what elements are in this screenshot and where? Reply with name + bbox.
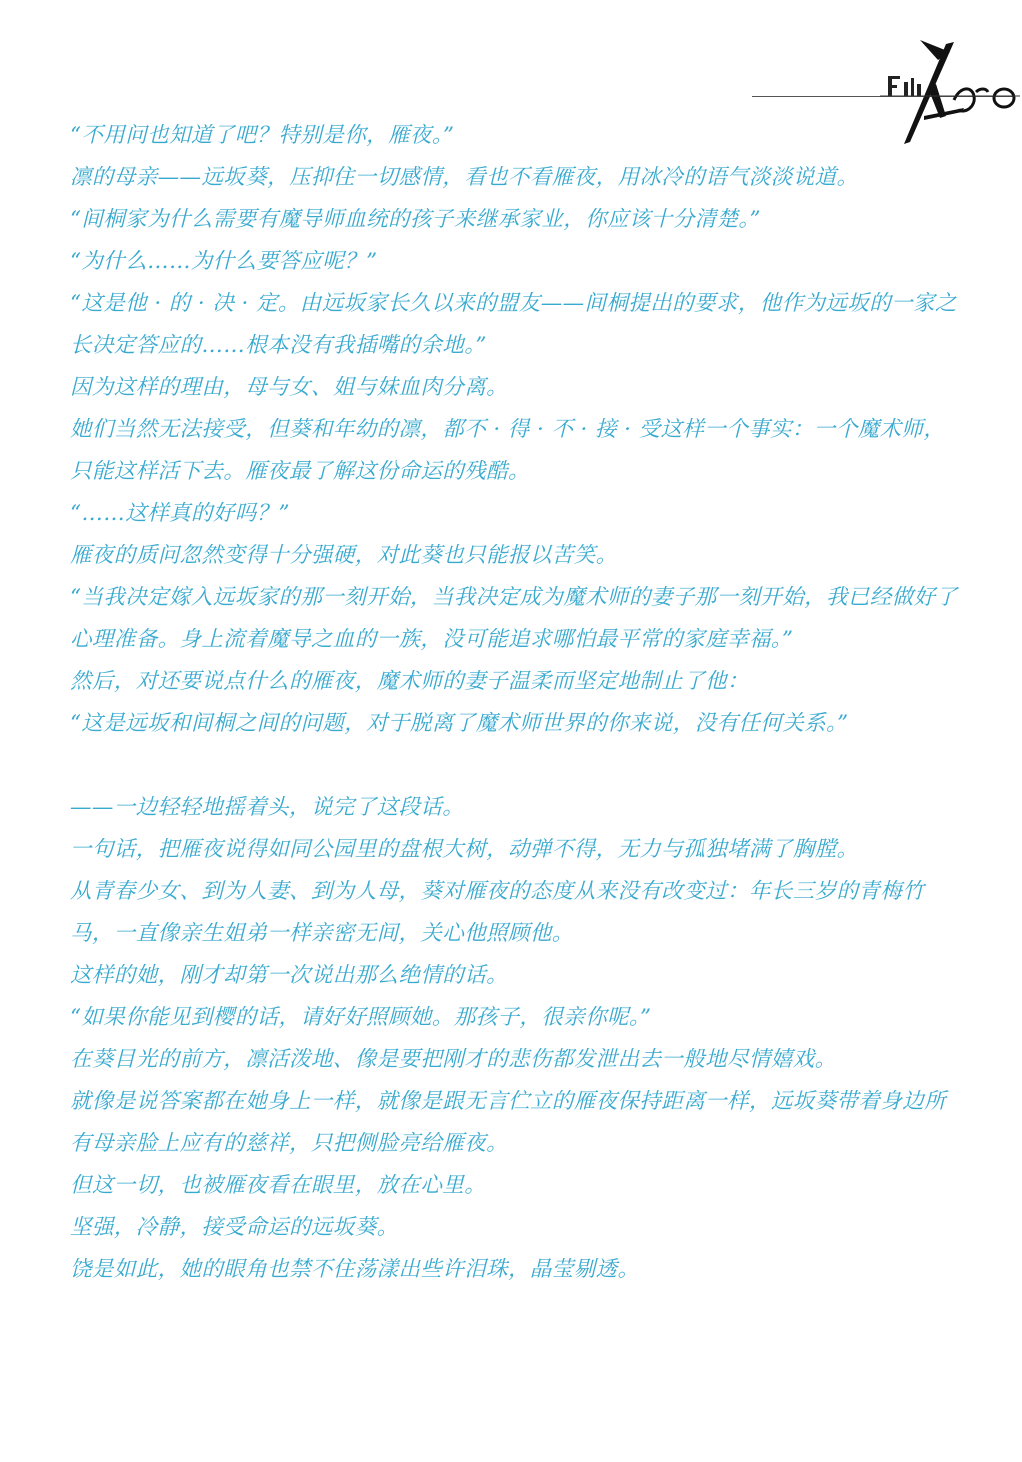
paragraph: “这是他 · 的 · 决 · 定。由远坂家长久以来的盟友——间桐提出的要求，他作为远坂的一家之长决定答应的……根本没有我插嘴的余地。” <box>70 291 957 358</box>
paragraph: “这是远坂和间桐之间的问题，对于脱离了魔术师世界的你来说，没有任何关系。” <box>70 711 849 736</box>
section-break <box>70 745 960 787</box>
paragraph: 一句话，把雁夜说得如同公园里的盘根大树，动弹不得，无力与孤独堵满了胸膛。 <box>70 837 859 862</box>
paragraph: 饶是如此，她的眼角也禁不住荡漾出些许泪珠，晶莹剔透。 <box>70 1257 640 1282</box>
paragraph: “间桐家为什么需要有魔导师血统的孩子来继承家业，你应该十分清楚。” <box>70 207 761 232</box>
paragraph: 就像是说答案都在她身上一样，就像是跟无言伫立的雁夜保持距离一样，远坂葵带着身边所有母亲脸上应有的慈祥，只把侧脸亮给雁夜。 <box>70 1089 947 1156</box>
paragraph: 这样的她，刚才却第一次说出那么绝情的话。 <box>70 963 509 988</box>
paragraph: “……这样真的好吗？” <box>70 501 290 526</box>
paragraph: “当我决定嫁入远坂家的那一刻开始，当我决定成为魔术师的妻子那一刻开始，我已经做好了心理准备。身上流着魔导之血的一族，没可能追求哪怕最平常的家庭幸福。” <box>70 585 958 652</box>
paragraph: 坚强，冷静，接受命运的远坂葵。 <box>70 1215 399 1240</box>
paragraph: “为什么……为什么要答应呢？” <box>70 249 378 274</box>
paragraph: 雁夜的质问忽然变得十分强硬，对此葵也只能报以苦笑。 <box>70 543 618 568</box>
paragraph: 从青春少女、到为人妻、到为人母，葵对雁夜的态度从来没有改变过：年长三岁的青梅竹马，一直像亲生姐弟一样亲密无间，关心他照顾他。 <box>70 879 925 946</box>
paragraph: ——一边轻轻地摇着头，说完了这段话。 <box>70 795 465 820</box>
novel-page-text <box>70 115 960 1291</box>
paragraph: 因为这样的理由，母与女、姐与妹血肉分离。 <box>70 375 509 400</box>
paragraph: 她们当然无法接受，但葵和年幼的凛，都不 · 得 · 不 · 接 · 受这样一个事实：一个魔术师，只能这样活下去。雁夜最了解这份命运的残酷。 <box>70 417 946 484</box>
paragraph: “不用问也知道了吧？特别是你，雁夜。” <box>70 123 455 148</box>
paragraph: 在葵目光的前方，凛活泼地、像是要把刚才的悲伤都发泄出去一般地尽情嬉戏。 <box>70 1047 837 1072</box>
paragraph: 然后，对还要说点什么的雁夜，魔术师的妻子温柔而坚定地制止了他： <box>70 669 749 694</box>
paragraph: “如果你能见到樱的话，请好好照顾她。那孩子，很亲你呢。” <box>70 1005 652 1030</box>
paragraph: 凛的母亲——远坂葵，压抑住一切感情，看也不看雁夜，用冰冷的语气淡淡说道。 <box>70 165 859 190</box>
paragraph: 但这一切，也被雁夜看在眼里，放在心里。 <box>70 1173 487 1198</box>
